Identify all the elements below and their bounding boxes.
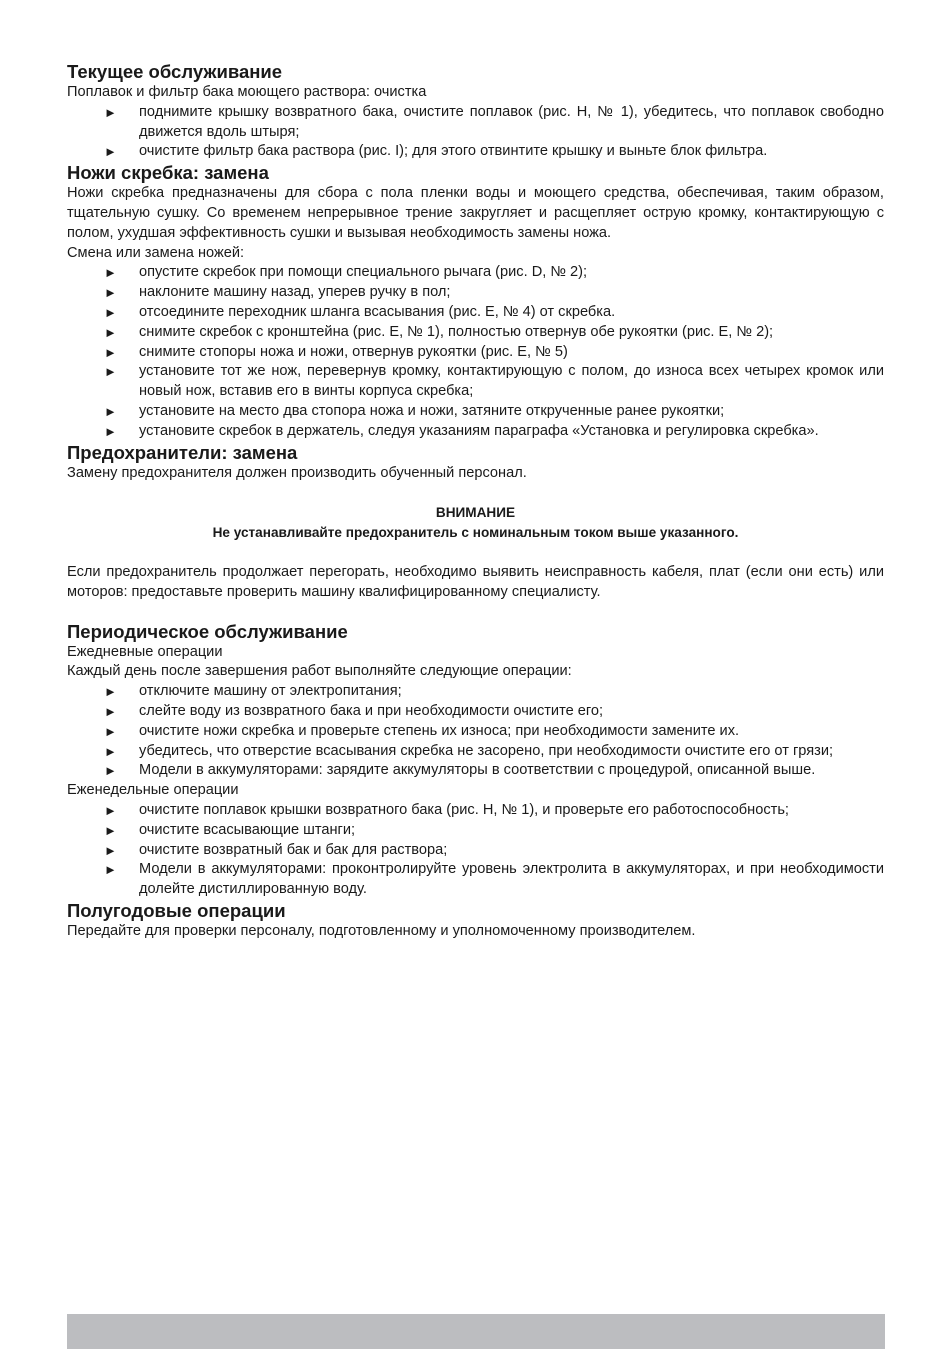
list-item: ► снимите стопоры ножа и ножи, отвернув рукоятки (рис. E, № 5) — [67, 343, 884, 363]
fuses-paragraph: Замену предохранителя должен производить обученный персонал. — [67, 464, 527, 481]
list-item: ► слейте воду из возвратного бака и при необходимости очистите его; — [67, 702, 884, 722]
list-item: ► снимите скребок с кронштейна (рис. E, № 1), полностью отвернув обе рукоятки (рис. E, № 2); — [67, 323, 884, 343]
list-item: ► наклоните машину назад, уперев ручку в пол; — [67, 283, 884, 303]
bullet-arrow-icon: ► — [104, 723, 117, 739]
daily-label: Ежедневные операции — [67, 643, 223, 660]
section-title-periodic: Периодическое обслуживание — [67, 620, 348, 642]
weekly-list — [67, 801, 884, 900]
bullet-arrow-icon: ► — [104, 703, 117, 719]
current-intro: Поплавок и фильтр бака моющего раствора: очистка — [67, 84, 427, 100]
list-item: ► установите тот же нож, перевернув кромку, контактирующую с полом, до износа всех четырех кромок или новый нож, вставив его в винты корпуса скребка; — [104, 363, 884, 400]
bullet-arrow-icon: ► — [104, 324, 117, 340]
semiannual-paragraph: Передайте для проверки персоналу, подготовленному и уполномоченному производителем. — [67, 922, 696, 939]
bullet-arrow-icon: ► — [104, 822, 117, 838]
warning-title: ВНИМАНИЕ — [435, 505, 516, 521]
list-item: ► опустите скребок при помощи специального рычага (рис. D, № 2); — [67, 263, 884, 283]
list-item: ► установите скребок в держатель, следуя указаниям параграфа «Установка и регулировка скребка». — [67, 422, 884, 442]
section-title-fuses: Предохранители: замена — [67, 441, 298, 463]
warning-block — [67, 503, 884, 543]
bullet-arrow-icon: ► — [104, 743, 117, 759]
fuses-paragraph-2: Если предохранитель продолжает перегорать, необходимо выявить неисправность кабеля, плат (если они есть) или моторов: предоставьте проверить машину квалифицированному специалисту. — [67, 563, 884, 600]
bullet-arrow-icon: ► — [104, 842, 117, 858]
list-item: ► очистите поплавок крышки возвратного бака (рис. H, № 1), и проверьте его работоспособность; — [67, 801, 884, 821]
document-page — [67, 61, 884, 942]
bullet-arrow-icon: ► — [104, 104, 117, 120]
bullet-arrow-icon: ► — [104, 423, 117, 439]
footer-bar — [67, 1314, 885, 1349]
list-item: ► Модели в аккумуляторами: зарядите аккумуляторы в соответствии с процедурой, описанной выше. — [67, 761, 884, 781]
current-list — [67, 103, 884, 162]
bullet-arrow-icon: ► — [104, 304, 117, 320]
bullet-arrow-icon: ► — [104, 344, 117, 360]
bullet-arrow-icon: ► — [104, 285, 117, 301]
list-item: ► очистите возвратный бак и бак для раствора; — [67, 841, 884, 861]
list-item: ► очистите фильтр бака раствора (рис. I); для этого отвинтите крышку и выньте блок фильтра. — [67, 142, 884, 162]
warning-text: Не устанавливайте предохранитель с номинальным током выше указанного. — [212, 525, 739, 541]
list-item: ► отсоедините переходник шланга всасывания (рис. E, № 4) от скребка. — [67, 303, 884, 323]
list-item: ► поднимите крышку возвратного бака, очистите поплавок (рис. H, № 1), убедитесь, что поплавок свободно движется вдоль штыря; — [104, 103, 884, 140]
section-title-current: Текущее обслуживание — [67, 61, 283, 82]
blades-intro: Смена или замена ножей: — [67, 244, 245, 261]
blades-list — [67, 263, 884, 441]
list-item: ► Модели в аккумуляторами: проконтролируйте уровень электролита в аккумуляторах, и при необходимости долейте дистиллированную воду. — [104, 861, 884, 898]
section-title-semiannual: Полугодовые операции — [67, 899, 286, 921]
bullet-arrow-icon: ► — [104, 144, 117, 160]
weekly-label: Еженедельные операции — [67, 782, 239, 799]
section-title-blades: Ножи скребка: замена — [67, 162, 269, 184]
bullet-arrow-icon: ► — [104, 802, 117, 818]
list-item: ► отключите машину от электропитания; — [67, 682, 884, 702]
bullet-arrow-icon: ► — [104, 403, 117, 419]
bullet-arrow-icon: ► — [104, 684, 117, 700]
list-item: ► очистите ножи скребка и проверьте степень их износа; при необходимости замените их. — [67, 722, 884, 742]
list-item: ► установите на место два стопора ножа и ножи, затяните открученные ранее рукоятки; — [67, 402, 884, 422]
blades-paragraph: Ножи скребка предназначены для сбора с пола пленки воды и моющего средства, обеспечивая, таким образом, тщательную сушку. Со временем непрерывное трение закругляет и расщепляет острую кромку, контактирующую с полом, ухудшая эффективность сушки и вызывая необходимость замены ножа. — [67, 185, 884, 241]
list-item: ► очистите всасывающие штанги; — [67, 821, 884, 841]
bullet-arrow-icon: ► — [104, 364, 117, 380]
bullet-arrow-icon: ► — [104, 265, 117, 281]
list-item: ► убедитесь, что отверстие всасывания скребка не засорено, при необходимости очистите его от грязи; — [67, 742, 884, 762]
bullet-arrow-icon: ► — [104, 862, 117, 878]
daily-intro: Каждый день после завершения работ выполняйте следующие операции: — [67, 663, 572, 680]
daily-list — [67, 682, 884, 781]
bullet-arrow-icon: ► — [104, 763, 117, 779]
